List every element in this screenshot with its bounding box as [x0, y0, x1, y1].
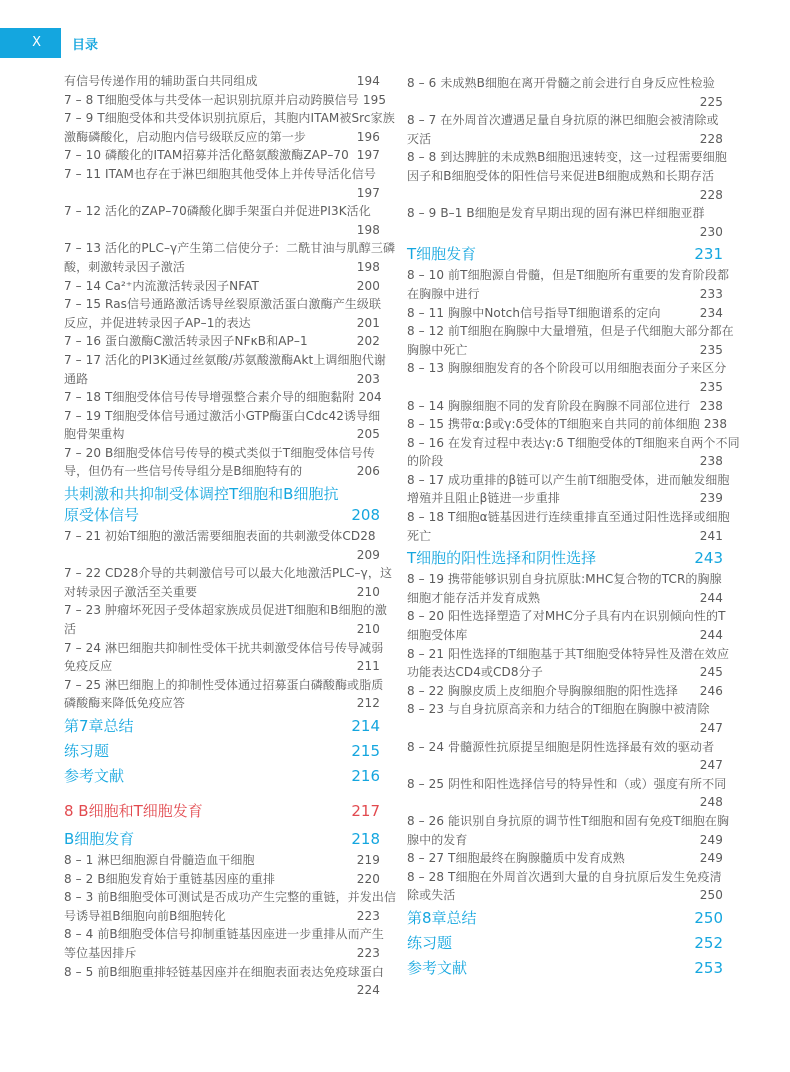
toc-page-number: 194: [356, 74, 380, 88]
toc-entry[interactable]: [407, 645, 730, 682]
toc-entry[interactable]: [64, 639, 384, 676]
toc-entry-line: [407, 793, 723, 812]
toc-page-number: 234: [699, 305, 723, 320]
toc-section-heading[interactable]: [407, 905, 723, 930]
toc-entry[interactable]: [64, 963, 384, 1000]
toc-entry-text: 细胞受体库: [407, 628, 468, 643]
toc-entry-line: [64, 527, 380, 546]
toc-entry-line: [407, 719, 723, 738]
toc-page-number: 210: [356, 584, 380, 599]
toc-entry-text: 功能表达CD4或CD8分子: [407, 665, 543, 680]
toc-heading-text: T细胞发育: [407, 245, 477, 264]
toc-entry[interactable]: [407, 434, 740, 471]
toc-page-number: 246: [699, 683, 723, 698]
toc-page-number: 235: [699, 342, 723, 357]
toc-page-number: 228: [699, 131, 723, 146]
toc-entry-line: [407, 322, 734, 341]
toc-entry-text: 8 – 21 阳性选择的T细胞基于其T细胞受体特异性及潜在效应: [407, 646, 730, 661]
toc-section-heading[interactable]: [64, 763, 380, 788]
toc-entry-line: [64, 462, 380, 481]
toc-page-number: 225: [699, 94, 723, 109]
toc-entry-text: 8 – 17 成功重排的β链可以产生前T细胞受体，进而触发细胞: [407, 472, 730, 487]
toc-entry-line: [407, 775, 727, 794]
toc-entry-line: [64, 620, 380, 639]
toc-page-number: 195: [362, 92, 387, 107]
toc-entry-text: 8 – 26 能识别自身抗原的调节性T细胞和固有免疫T细胞在胸: [407, 813, 730, 828]
toc-entry[interactable]: [64, 165, 380, 202]
toc-entry-line: [64, 546, 380, 565]
toc-page-number: 247: [699, 721, 723, 735]
toc-entry[interactable]: [407, 397, 723, 416]
toc-entry-line: [407, 167, 723, 186]
toc-heading-text: 参考文献: [407, 958, 468, 977]
toc-entry-text: 8 – 19 携带能够识别自身抗原肽:MHC复合物的TCR的胸腺: [407, 572, 722, 587]
toc-entry-text: 8 – 20 阳性选择塑造了对MHC分子具有内在识别倾向性的T: [407, 609, 726, 624]
toc-entry-text: 胸腺中死亡: [407, 342, 468, 357]
toc-entry[interactable]: [407, 415, 728, 434]
toc-entry-line: [407, 471, 730, 490]
toc-entry[interactable]: [64, 109, 395, 146]
toc-entry[interactable]: [407, 700, 723, 737]
toc-section-heading[interactable]: [407, 930, 723, 955]
toc-entry[interactable]: [407, 148, 727, 204]
toc-entry-line: [407, 570, 723, 589]
toc-entry-line: [407, 434, 740, 453]
toc-entry-text: 导，但仍有一些信号传导组分是B细胞特有的: [64, 464, 303, 479]
toc-entry-line: [407, 527, 723, 546]
toc-heading-text: 练习题: [407, 933, 453, 952]
toc-page-number: 204: [358, 390, 382, 405]
toc-entry-line: [407, 700, 723, 719]
toc-page-number: 250: [699, 888, 723, 903]
toc-entry-line: [64, 295, 380, 314]
toc-page-number: 205: [356, 427, 380, 442]
toc-entry-line: [64, 925, 384, 944]
toc-section-heading[interactable]: [64, 738, 380, 763]
toc-page-number: 241: [699, 528, 723, 543]
toc-entry[interactable]: [64, 72, 380, 91]
toc-entry-text: 8 – 27 T细胞最终在胸腺髓质中发育成熟: [407, 851, 625, 866]
toc-entry-text: 等位基因排斥: [64, 945, 137, 960]
toc-entry-line: [407, 589, 723, 608]
toc-entry-line: [64, 221, 380, 240]
toc-entry-line: [64, 128, 380, 147]
toc-entry-text: 7 – 19 T细胞受体信号通过激活小GTP酶蛋白Cdc42诱导细: [64, 408, 381, 423]
toc-entry-line: [64, 277, 380, 296]
toc-page-number: 235: [699, 379, 723, 394]
toc-entry[interactable]: [64, 277, 380, 296]
toc-entry-line: [64, 676, 384, 695]
toc-entry-line: [64, 444, 380, 463]
toc-entry-line: [407, 831, 723, 850]
toc-page-number: 198: [356, 222, 380, 237]
toc-page-number: 211: [356, 659, 380, 674]
toc-entry-line: [407, 868, 723, 887]
toc-entry-text: 7 – 17 活化的PI3K通过丝氨酸/苏氨酸激酶Akt上调细胞代谢: [64, 352, 386, 367]
toc-entry-line: [407, 886, 723, 905]
toc-page-number: 215: [351, 742, 380, 760]
toc-heading-text: T细胞的阳性选择和阴性选择: [407, 549, 597, 568]
toc-entry-line: [64, 258, 380, 277]
toc-entry[interactable]: [407, 775, 727, 812]
toc-page-number: 248: [699, 795, 723, 810]
toc-entry-line: [64, 564, 393, 583]
page-title: 目录: [72, 38, 99, 53]
toc-page-number: 218: [351, 830, 380, 848]
toc-entry-text: 灭活: [407, 131, 432, 146]
toc-entry-line: [407, 223, 723, 242]
toc-entry[interactable]: [407, 508, 730, 545]
toc-page-number: 220: [356, 871, 380, 886]
toc-heading-text: 参考文献: [64, 767, 125, 785]
toc-entry-text: 8 – 16 在发育过程中表达γ:δ T细胞受体的T细胞来自两个不同: [407, 435, 740, 450]
toc-entry-line: [64, 146, 380, 165]
toc-heading-text: 8 B细胞和T细胞发育: [64, 802, 203, 820]
toc-entry-line: [407, 204, 723, 223]
toc-page-number: 223: [356, 908, 380, 923]
toc-entry-line: [64, 184, 380, 203]
toc-entry-line: [64, 944, 380, 963]
toc-entry-line: [407, 397, 723, 416]
toc-entry-line: [407, 415, 728, 434]
toc-page-number: 201: [356, 315, 380, 330]
toc-entry-text: 8 – 2 B细胞发育始于重链基因座的重排: [64, 871, 276, 886]
toc-entry-line: [407, 452, 723, 471]
toc-page-number: 228: [699, 187, 723, 202]
toc-heading-text: 练习题: [64, 742, 110, 760]
toc-page-number: 253: [694, 958, 723, 977]
toc-entry[interactable]: [64, 91, 387, 110]
toc-entry-line: [407, 285, 723, 304]
toc-entry-line: [64, 870, 380, 889]
toc-entry-line: [64, 981, 380, 1000]
toc-entry[interactable]: [64, 407, 380, 444]
toc-entry-line: [64, 657, 380, 676]
toc-entry-text: 8 – 22 胸腺皮质上皮细胞介导胸腺细胞的阳性选择: [407, 683, 678, 698]
toc-entry[interactable]: [64, 851, 380, 870]
toc-page-number: 247: [699, 758, 723, 773]
toc-section-heading[interactable]: [407, 241, 723, 266]
toc-page-number: 202: [356, 334, 380, 349]
toc-entry-line: [64, 907, 380, 926]
toc-entry-text: 7 – 14 Ca²⁺内流激活转录因子NFAT: [64, 278, 259, 293]
toc-entry-line: [64, 239, 396, 258]
toc-page-number: 249: [699, 832, 723, 847]
toc-entry[interactable]: [407, 266, 730, 303]
toc-entry-text: 7 – 8 T细胞受体与共受体一起识别抗原并启动跨膜信号: [64, 92, 359, 107]
toc-entry-line: [407, 93, 723, 112]
toc-entry[interactable]: [64, 295, 380, 332]
toc-entry-text: 7 – 25 淋巴细胞上的抑制性受体通过招募蛋白磷酸酶或脂质: [64, 677, 384, 692]
toc-entry-line: [407, 663, 723, 682]
toc-entry-line: [407, 359, 727, 378]
toc-heading-text: 第8章总结: [407, 908, 477, 927]
toc-entry-text: 7 – 18 T细胞受体信号传导增强整合素介导的细胞黏附: [64, 390, 355, 405]
toc-page-number: 231: [694, 245, 723, 264]
toc-page-number: 219: [356, 853, 380, 867]
toc-entry[interactable]: [64, 332, 380, 351]
toc-entry-line: [407, 111, 723, 130]
toc-entry-line: [407, 266, 730, 285]
toc-entry[interactable]: [64, 351, 386, 388]
toc-entry-text: 腺中的发育: [407, 832, 468, 847]
toc-page-number: 250: [694, 908, 723, 927]
toc-entry-text: 8 – 4 前B细胞受体信号抑制重链基因座进一步重排从而产生: [64, 927, 384, 942]
toc-page-number: 212: [356, 696, 380, 711]
toc-entry-text: 7 – 12 活化的ZAP–70磷酸化脚手架蛋白并促进PI3K活化: [64, 204, 371, 219]
toc-entry-text: 7 – 13 活化的PLC–γ产生第二信使分子：二酰甘油与肌醇三磷: [64, 241, 396, 256]
toc-entry[interactable]: [407, 74, 723, 111]
toc-entry-line: [407, 130, 723, 149]
toc-entry-line: [407, 74, 723, 93]
toc-entry-text: 8 – 28 T细胞在外周首次遇到大量的自身抗原后发生免疫清: [407, 869, 722, 884]
toc-heading-text: 第7章总结: [64, 717, 134, 735]
toc-entry[interactable]: [64, 888, 397, 925]
toc-entry[interactable]: [64, 388, 380, 407]
toc-page-number: 233: [699, 286, 723, 301]
toc-entry[interactable]: [407, 111, 723, 148]
toc-entry-line: [64, 888, 397, 907]
toc-entry-text: 免疫反应: [64, 659, 113, 674]
toc-entry[interactable]: [64, 601, 388, 638]
toc-entry-line: [64, 388, 380, 407]
toc-entry[interactable]: [64, 146, 380, 165]
toc-entry-line: [407, 607, 726, 626]
toc-entry-text: 酸，刺激转录因子激活: [64, 259, 186, 274]
toc-section-heading[interactable]: [64, 481, 380, 527]
toc-entry[interactable]: [407, 607, 726, 644]
toc-entry-text: 8 – 7 在外周首次遭遇足量自身抗原的淋巴细胞会被清除或: [407, 113, 719, 128]
toc-page-number: 239: [699, 491, 723, 506]
toc-entry[interactable]: [64, 925, 384, 962]
toc-entry-text: 7 – 9 T细胞受体和共受体识别抗原后，其胞内ITAM被Src家族: [64, 111, 395, 126]
toc-entry-line: [407, 508, 730, 527]
toc-entry-line: [407, 682, 723, 701]
toc-column-right: [407, 74, 740, 980]
toc-entry-text: 8 – 11 胸腺中Notch信号指导T细胞谱系的定向: [407, 305, 661, 320]
toc-entry-line: [407, 812, 730, 831]
toc-entry-line: [64, 425, 380, 444]
toc-entry[interactable]: [64, 564, 393, 601]
toc-section-heading[interactable]: [407, 545, 723, 570]
toc-page-number: 244: [699, 590, 723, 605]
toc-entry-line: [64, 314, 380, 333]
toc-entry-line: [64, 332, 380, 351]
toc-entry-text: 8 – 10 前T细胞源自骨髓，但是T细胞所有重要的发育阶段都: [407, 268, 730, 283]
toc-section-heading[interactable]: [64, 826, 380, 851]
toc-entry-text: 增殖并且阻止β链进一步重排: [407, 491, 560, 506]
toc-entry-text: 对转录因子激活至关重要: [64, 584, 198, 599]
toc-entry-line: [64, 165, 380, 184]
toc-entry[interactable]: [64, 202, 380, 239]
toc-page-number: 230: [699, 224, 723, 239]
toc-page-number: 197: [356, 148, 380, 163]
toc-entry-text: 8 – 14 胸腺细胞不同的发育阶段在胸腺不同部位进行: [407, 398, 691, 413]
toc-entry-line: [407, 378, 723, 397]
toc-page-number: 249: [699, 851, 723, 866]
toc-entry[interactable]: [407, 471, 730, 508]
toc-entry-line: [64, 963, 384, 982]
toc-chapter-heading[interactable]: [64, 788, 380, 826]
toc-column-left: [64, 72, 397, 1000]
toc-page-number: 216: [351, 767, 380, 785]
toc-entry-line: [407, 849, 723, 868]
toc-entry-text: 7 – 20 B细胞受体信号传导的模式类似于T细胞受体信号传: [64, 445, 375, 460]
toc-entry-text: 7 – 23 肿瘤坏死因子受体超家族成员促进T细胞和B细胞的激: [64, 603, 388, 618]
toc-page-number: 206: [356, 464, 380, 479]
toc-entry-line: [64, 370, 380, 389]
toc-entry[interactable]: [407, 849, 723, 868]
toc-entry-text: 的阶段: [407, 454, 444, 469]
toc-entry-text: 在胸腺中进行: [407, 286, 480, 301]
toc-entry-line: [64, 202, 380, 221]
toc-entry-text: 7 – 21 初始T细胞的激活需要细胞表面的共刺激受体CD28: [64, 529, 376, 544]
toc-section-heading[interactable]: [64, 713, 380, 738]
toc-entry-text: 通路: [64, 371, 89, 386]
toc-entry-text: 7 – 22 CD28介导的共刺激信号可以最大化地激活PLC–γ，这: [64, 566, 393, 581]
page-marker: X: [32, 35, 41, 50]
toc-entry-text: 8 – 23 与自身抗原高亲和力结合的T细胞在胸腺中被清除: [407, 702, 710, 717]
toc-entry-line: [64, 639, 384, 658]
toc-entry-text: 7 – 15 Ras信号通路激活诱导丝裂原激活蛋白激酶产生级联: [64, 297, 382, 312]
toc-entry-text: 8 – 25 阴性和阳性选择信号的特异性和（或）强度有所不同: [407, 776, 727, 791]
toc-page-number: 198: [356, 259, 380, 274]
toc-page-number: 210: [356, 622, 380, 637]
toc-page-number: 217: [351, 802, 380, 820]
toc-entry-text: 反应，并促进转录因子AP–1的表达: [64, 315, 251, 330]
toc-entry-text: 死亡: [407, 528, 432, 543]
toc-entry-line: [64, 72, 380, 91]
toc-page-number: 238: [699, 398, 723, 413]
toc-entry[interactable]: [407, 359, 727, 396]
toc-page-number: 238: [703, 417, 728, 432]
toc-entry-text: 8 – 12 前T细胞在胸腺中大量增殖，但是子代细胞大部分都在: [407, 324, 734, 339]
toc-entry[interactable]: [407, 304, 723, 323]
toc-entry-text: 7 – 11 ITAM也存在于淋巴细胞其他受体上并传导活化信号: [64, 166, 376, 181]
toc-page-number: 203: [356, 371, 380, 386]
toc-entry-text: 8 – 13 胸腺细胞发育的各个阶段可以用细胞表面分子来区分: [407, 361, 727, 376]
toc-entry-text: 胞骨架重构: [64, 427, 125, 442]
toc-page-number: 245: [699, 665, 723, 680]
toc-entry-text: 8 – 15 携带α:β或γ:δ受体的T细胞来自共同的前体细胞: [407, 417, 700, 432]
toc-entry-text: 7 – 10 磷酸化的ITAM招募并活化酪氨酸激酶ZAP–70: [64, 148, 349, 163]
toc-entry[interactable]: [64, 676, 384, 713]
toc-entry-text: 磷酸酶来降低免疫应答: [64, 696, 186, 711]
toc-entry[interactable]: [407, 204, 723, 241]
toc-page-number: 214: [351, 717, 380, 735]
toc-entry-line: [407, 738, 723, 757]
toc-entry-text: 号诱导祖B细胞向前B细胞转化: [64, 908, 226, 923]
toc-entry-text: 7 – 24 淋巴细胞共抑制性受体干扰共刺激受体信号传导减弱: [64, 640, 384, 655]
toc-entry-line: [407, 645, 730, 664]
toc-page-number: 238: [699, 454, 723, 469]
toc-entry-line: [64, 583, 380, 602]
toc-page-number: 243: [694, 549, 723, 568]
toc-entry-text: 8 – 24 骨髓源性抗原提呈细胞是阴性选择最有效的驱动者: [407, 739, 715, 754]
toc-entry-line: [64, 109, 395, 128]
toc-page-number: 252: [694, 933, 723, 952]
toc-page-number: 197: [356, 185, 380, 200]
toc-entry[interactable]: [64, 870, 380, 889]
toc-heading-text: B细胞发育: [64, 830, 135, 848]
toc-entry-text: 8 – 8 到达脾脏的未成熟B细胞迅速转变，这一过程需要细胞: [407, 150, 727, 165]
toc-page-number: 224: [356, 983, 380, 998]
toc-entry[interactable]: [407, 738, 723, 775]
toc-entry-text: 8 – 6 未成熟B细胞在离开骨髓之前会进行自身反应性检验: [407, 76, 715, 90]
toc-entry-text: 8 – 5 前B细胞重排轻链基因座并在细胞表面表达免疫球蛋白: [64, 964, 384, 979]
toc-entry-line: [64, 694, 380, 713]
toc-entry-line: [407, 341, 723, 360]
toc-entry[interactable]: [64, 239, 396, 276]
toc-entry-text: 除或失活: [407, 888, 456, 903]
toc-entry-line: [64, 601, 388, 620]
toc-entry-line: [407, 626, 723, 645]
toc-entry[interactable]: [407, 570, 723, 607]
toc-entry-line: [64, 91, 387, 110]
toc-entry-text: 活: [64, 622, 77, 637]
toc-entry[interactable]: [64, 444, 380, 481]
toc-entry-text: 有信号传递作用的辅助蛋白共同组成: [64, 74, 258, 88]
toc-page-number: 223: [356, 945, 380, 960]
toc-entry-text: 8 – 3 前B细胞受体可测试是否成功产生完整的重链，并发出信: [64, 890, 397, 905]
toc-entry-line: [64, 851, 380, 870]
toc-entry-text: 因子和B细胞受体的阳性信号来促进B细胞成熟和长期存活: [407, 168, 715, 183]
toc-entry-text: 细胞才能存活并发育成熟: [407, 590, 541, 605]
toc-entry[interactable]: [407, 868, 723, 905]
toc-entry-text: 8 – 18 T细胞α链基因进行连续重排直至通过阳性选择或细胞: [407, 510, 730, 525]
toc-entry-text: 7 – 16 蛋白激酶C激活转录因子NFκB和AP–1: [64, 334, 308, 349]
toc-entry-text: 8 – 9 B–1 B细胞是发育早期出现的固有淋巴样细胞亚群: [407, 206, 705, 221]
toc-heading-text: 共刺激和共抑制受体调控T细胞和B细胞抗原受体信号: [64, 485, 339, 525]
toc-entry[interactable]: [407, 682, 723, 701]
toc-entry[interactable]: [407, 322, 734, 359]
toc-entry-line: [407, 148, 727, 167]
toc-entry-line: [407, 489, 723, 508]
toc-entry-line: [64, 407, 380, 426]
toc-section-heading[interactable]: [407, 955, 723, 980]
toc-entry-line: [64, 351, 386, 370]
toc-entry[interactable]: [407, 812, 730, 849]
toc-page-number: 209: [356, 547, 380, 562]
toc-entry-text: 激酶磷酸化，启动胞内信号级联反应的第一步: [64, 129, 307, 144]
toc-page-number: 200: [356, 278, 380, 293]
toc-entry-text: 8 – 1 淋巴细胞源自骨髓造血干细胞: [64, 853, 255, 867]
toc-entry-line: [407, 186, 723, 205]
toc-page-number: 208: [351, 506, 380, 525]
section-tab: [0, 28, 61, 58]
toc-page-number: 196: [356, 129, 380, 144]
toc-page-number: 244: [699, 628, 723, 643]
toc-entry-line: [407, 756, 723, 775]
toc-entry-line: [407, 304, 723, 323]
toc-entry[interactable]: [64, 527, 380, 564]
